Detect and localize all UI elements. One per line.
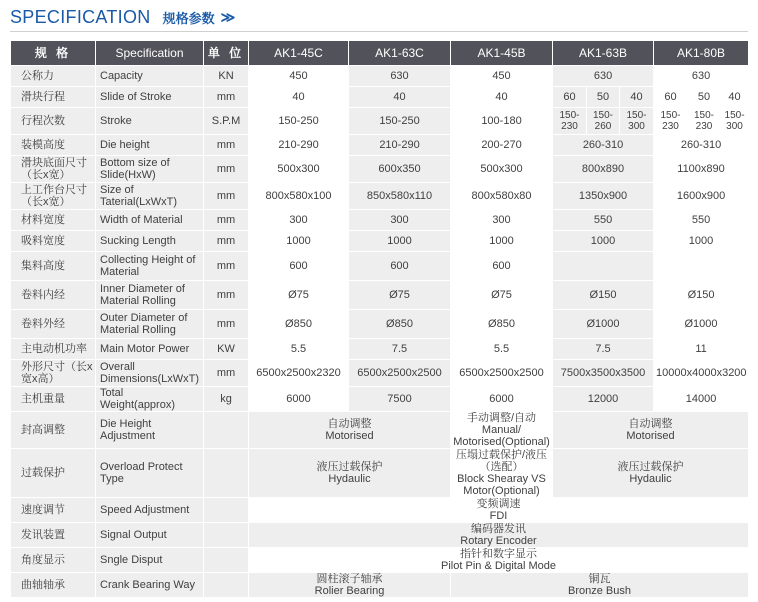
cell-text-en: Block Shearay VS Motor(Optional) xyxy=(457,473,546,497)
cell-text-zh: 编码器发讯 xyxy=(471,523,527,535)
table-cell xyxy=(451,573,749,598)
table-cell: Ø1000 xyxy=(553,310,654,339)
table-cell: 450 xyxy=(249,66,349,87)
table-cell: 11 xyxy=(654,339,749,360)
table-row xyxy=(11,360,749,387)
table-cell: 300 xyxy=(349,210,451,231)
table-cell xyxy=(249,449,451,498)
row-unit: mm xyxy=(204,135,249,156)
table-cell: 600x350 xyxy=(349,156,451,183)
table-cell: 260-310 xyxy=(654,135,749,156)
table-row xyxy=(11,449,749,498)
table-cell: 7.5 xyxy=(553,339,654,360)
cell-text-zh: 手动调整/自动 xyxy=(466,412,537,424)
column-header-model: AK1-45C xyxy=(249,41,349,66)
cell-text-zh: 变频调速 xyxy=(476,498,521,510)
row-unit: mm xyxy=(204,231,249,252)
column-header-unit: 单 位 xyxy=(204,41,249,66)
table-cell: 150-230 xyxy=(553,108,587,135)
row-label-en: Speed Adjustment xyxy=(96,498,204,523)
row-unit xyxy=(204,498,249,523)
table-cell: 40 xyxy=(721,87,749,108)
row-unit xyxy=(204,573,249,598)
table-cell xyxy=(249,498,749,523)
table-row xyxy=(11,66,749,87)
table-row xyxy=(11,498,749,523)
table-cell: 300 xyxy=(451,210,553,231)
table-cell: 6000 xyxy=(451,387,553,412)
table-cell: Ø1000 xyxy=(654,310,749,339)
table-cell xyxy=(553,449,749,498)
table-cell: Ø75 xyxy=(249,281,349,310)
row-label-en: Crank Bearing Way xyxy=(96,573,204,598)
table-cell xyxy=(654,252,749,281)
row-label-zh: 滑块底面尺寸（长x宽） xyxy=(11,156,96,183)
table-cell: 10000x4000x3200 xyxy=(654,360,749,387)
table-cell: 850x580x110 xyxy=(349,183,451,210)
table-cell xyxy=(249,523,749,548)
table-cell: 50 xyxy=(587,87,620,108)
row-label-zh: 过载保护 xyxy=(11,449,96,498)
page-title-chinese: 规格参数 xyxy=(162,10,215,26)
cell-text-zh: 指针和数字显示 xyxy=(460,548,538,560)
cell-text-zh: 圆柱滚子轴承 xyxy=(316,573,383,585)
row-label-en: Overload Protect Type xyxy=(96,449,204,498)
table-cell: 1350x900 xyxy=(553,183,654,210)
column-header-spec-zh: 规 格 xyxy=(11,41,96,66)
header-row xyxy=(11,41,749,66)
table-cell: 600 xyxy=(451,252,553,281)
table-cell: 150-260 xyxy=(587,108,620,135)
table-row xyxy=(11,135,749,156)
table-cell: 260-310 xyxy=(553,135,654,156)
row-unit: KW xyxy=(204,339,249,360)
row-unit: mm xyxy=(204,281,249,310)
table-cell: 630 xyxy=(553,66,654,87)
table-row xyxy=(11,231,749,252)
table-row xyxy=(11,210,749,231)
table-row xyxy=(11,252,749,281)
row-label-en: Outer Diameter of Material Rolling xyxy=(96,310,204,339)
row-unit: mm xyxy=(204,183,249,210)
table-cell: 500x300 xyxy=(451,156,553,183)
specification-table xyxy=(10,40,749,598)
table-cell xyxy=(553,252,654,281)
cell-text-en: Bronze Bush xyxy=(568,585,631,597)
cell-text-en: Hydaulic xyxy=(328,473,371,485)
table-row xyxy=(11,108,749,135)
table-cell xyxy=(249,573,451,598)
table-cell: 60 xyxy=(654,87,688,108)
cell-text-zh: 铜瓦 xyxy=(588,573,611,585)
table-cell: 1100x890 xyxy=(654,156,749,183)
table-cell: 550 xyxy=(654,210,749,231)
table-cell: 800x580x100 xyxy=(249,183,349,210)
table-row xyxy=(11,87,749,108)
table-cell: 14000 xyxy=(654,387,749,412)
table-cell: Ø75 xyxy=(349,281,451,310)
table-cell xyxy=(553,412,749,449)
page-title: SPECIFICATION xyxy=(10,6,151,27)
row-label-zh: 封高调整 xyxy=(11,412,96,449)
table-cell: 6500x2500x2500 xyxy=(349,360,451,387)
row-label-en: Capacity xyxy=(96,66,204,87)
cell-text-en: Pilot Pin & Digital Mode xyxy=(441,560,556,572)
row-unit xyxy=(204,412,249,449)
table-cell: 150-230 xyxy=(688,108,721,135)
row-label-en: Stroke xyxy=(96,108,204,135)
table-cell: Ø850 xyxy=(451,310,553,339)
row-label-zh: 公称力 xyxy=(11,66,96,87)
row-unit xyxy=(204,449,249,498)
cell-text-en: Motorised xyxy=(626,430,675,442)
row-label-zh: 曲轴轴承 xyxy=(11,573,96,598)
row-unit xyxy=(204,548,249,573)
cell-text-zh: 压塌过载保护/液压（选配） xyxy=(455,449,548,473)
cell-text-zh: 自动调整 xyxy=(628,418,673,430)
cell-text-zh: 自动调整 xyxy=(327,418,372,430)
row-label-en: Die height xyxy=(96,135,204,156)
table-cell: 200-270 xyxy=(451,135,553,156)
cell-text-zh: 液压过载保护 xyxy=(617,461,684,473)
table-cell: 6000 xyxy=(249,387,349,412)
cell-text-en: FDI xyxy=(489,510,508,522)
table-cell: Ø850 xyxy=(349,310,451,339)
table-cell: 50 xyxy=(688,87,721,108)
cell-text-en: Motorised xyxy=(325,430,374,442)
table-cell: Ø150 xyxy=(654,281,749,310)
table-cell: 630 xyxy=(654,66,749,87)
row-label-zh: 发讯装置 xyxy=(11,523,96,548)
table-cell: 150-300 xyxy=(620,108,654,135)
row-label-zh: 主机重量 xyxy=(11,387,96,412)
table-row xyxy=(11,339,749,360)
table-cell: 150-250 xyxy=(349,108,451,135)
table-cell: 1000 xyxy=(249,231,349,252)
row-label-en: Width of Material xyxy=(96,210,204,231)
table-cell: Ø75 xyxy=(451,281,553,310)
table-cell xyxy=(451,412,553,449)
row-label-en: Sucking Length xyxy=(96,231,204,252)
row-label-en: Size of Taterial(LxWxT) xyxy=(96,183,204,210)
table-cell: 40 xyxy=(620,87,654,108)
row-label-zh: 材料宽度 xyxy=(11,210,96,231)
table-cell: 150-300 xyxy=(721,108,749,135)
row-label-en: Slide of Stroke xyxy=(96,87,204,108)
table-row xyxy=(11,281,749,310)
table-cell: 800x890 xyxy=(553,156,654,183)
table-cell: 6500x2500x2500 xyxy=(451,360,553,387)
table-row xyxy=(11,183,749,210)
row-label-en: Total Weight(approx) xyxy=(96,387,204,412)
table-cell: 40 xyxy=(249,87,349,108)
row-label-en: Inner Diameter of Material Rolling xyxy=(96,281,204,310)
table-cell: 1000 xyxy=(451,231,553,252)
page-header xyxy=(10,4,235,30)
table-cell xyxy=(249,412,451,449)
row-unit: S.P.M xyxy=(204,108,249,135)
cell-text-zh: 液压过载保护 xyxy=(316,461,383,473)
table-cell: 100-180 xyxy=(451,108,553,135)
table-cell: 1000 xyxy=(553,231,654,252)
table-cell: 300 xyxy=(249,210,349,231)
row-label-en: Die Height Adjustment xyxy=(96,412,204,449)
row-unit: KN xyxy=(204,66,249,87)
row-unit xyxy=(204,523,249,548)
cell-text-en: Hydaulic xyxy=(629,473,672,485)
row-label-en: Collecting Height of Material xyxy=(96,252,204,281)
double-chevron-icon: ≫ xyxy=(220,8,236,25)
row-label-zh: 滑块行程 xyxy=(11,87,96,108)
table-row xyxy=(11,573,749,598)
table-cell: 150-230 xyxy=(654,108,688,135)
row-unit: mm xyxy=(204,156,249,183)
row-unit: mm xyxy=(204,252,249,281)
table-cell: 6500x2500x2320 xyxy=(249,360,349,387)
table-cell: 1000 xyxy=(349,231,451,252)
row-label-en: Signal Output xyxy=(96,523,204,548)
row-label-zh: 吸料宽度 xyxy=(11,231,96,252)
row-label-zh: 速度调节 xyxy=(11,498,96,523)
column-header-model: AK1-45B xyxy=(451,41,553,66)
table-cell xyxy=(249,548,749,573)
row-label-en: Main Motor Power xyxy=(96,339,204,360)
row-unit: mm xyxy=(204,360,249,387)
row-unit: kg xyxy=(204,387,249,412)
table-cell: Ø850 xyxy=(249,310,349,339)
table-cell: 5.5 xyxy=(249,339,349,360)
table-cell: 7500x3500x3500 xyxy=(553,360,654,387)
column-header-model: AK1-63C xyxy=(349,41,451,66)
row-label-en: Overall Dimensions(LxWxT) xyxy=(96,360,204,387)
cell-text-en: Manual/ Motorised(Optional) xyxy=(453,424,550,448)
row-label-zh: 卷料外经 xyxy=(11,310,96,339)
table-cell xyxy=(451,449,553,498)
table-cell: 1600x900 xyxy=(654,183,749,210)
header-divider xyxy=(10,31,748,32)
row-label-zh: 行程次数 xyxy=(11,108,96,135)
table-cell: 500x300 xyxy=(249,156,349,183)
table-cell: 600 xyxy=(349,252,451,281)
row-label-zh: 集料高度 xyxy=(11,252,96,281)
table-cell: 450 xyxy=(451,66,553,87)
row-label-zh: 外形尺寸（长x宽x高） xyxy=(11,360,96,387)
cell-text-en: Rotary Encoder xyxy=(460,535,537,547)
table-cell: 210-290 xyxy=(249,135,349,156)
table-row xyxy=(11,523,749,548)
table-row xyxy=(11,412,749,449)
table-cell: 1000 xyxy=(654,231,749,252)
row-unit: mm xyxy=(204,310,249,339)
cell-text-en: Rolier Bearing xyxy=(314,585,385,597)
row-unit: mm xyxy=(204,210,249,231)
table-row xyxy=(11,548,749,573)
table-cell: 5.5 xyxy=(451,339,553,360)
row-label-zh: 卷料内经 xyxy=(11,281,96,310)
table-cell: Ø150 xyxy=(553,281,654,310)
row-label-zh: 装模高度 xyxy=(11,135,96,156)
table-cell: 60 xyxy=(553,87,587,108)
table-row xyxy=(11,387,749,412)
table-cell: 150-250 xyxy=(249,108,349,135)
row-label-zh: 主电动机功率 xyxy=(11,339,96,360)
table-cell: 40 xyxy=(451,87,553,108)
table-cell: 800x580x80 xyxy=(451,183,553,210)
table-cell: 210-290 xyxy=(349,135,451,156)
table-cell: 630 xyxy=(349,66,451,87)
table-cell: 7.5 xyxy=(349,339,451,360)
column-header-spec-en: Specification xyxy=(96,41,204,66)
row-label-en: Bottom size of Slide(HxW) xyxy=(96,156,204,183)
table-cell: 40 xyxy=(349,87,451,108)
table-cell: 7500 xyxy=(349,387,451,412)
table-cell: 12000 xyxy=(553,387,654,412)
row-label-zh: 角度显示 xyxy=(11,548,96,573)
table-row xyxy=(11,156,749,183)
table-cell: 550 xyxy=(553,210,654,231)
table-row xyxy=(11,310,749,339)
column-header-model: AK1-80B xyxy=(654,41,749,66)
table-cell: 600 xyxy=(249,252,349,281)
row-unit: mm xyxy=(204,87,249,108)
column-header-model: AK1-63B xyxy=(553,41,654,66)
row-label-en: Sngle Disput xyxy=(96,548,204,573)
row-label-zh: 上工作台尺寸（长x宽） xyxy=(11,183,96,210)
